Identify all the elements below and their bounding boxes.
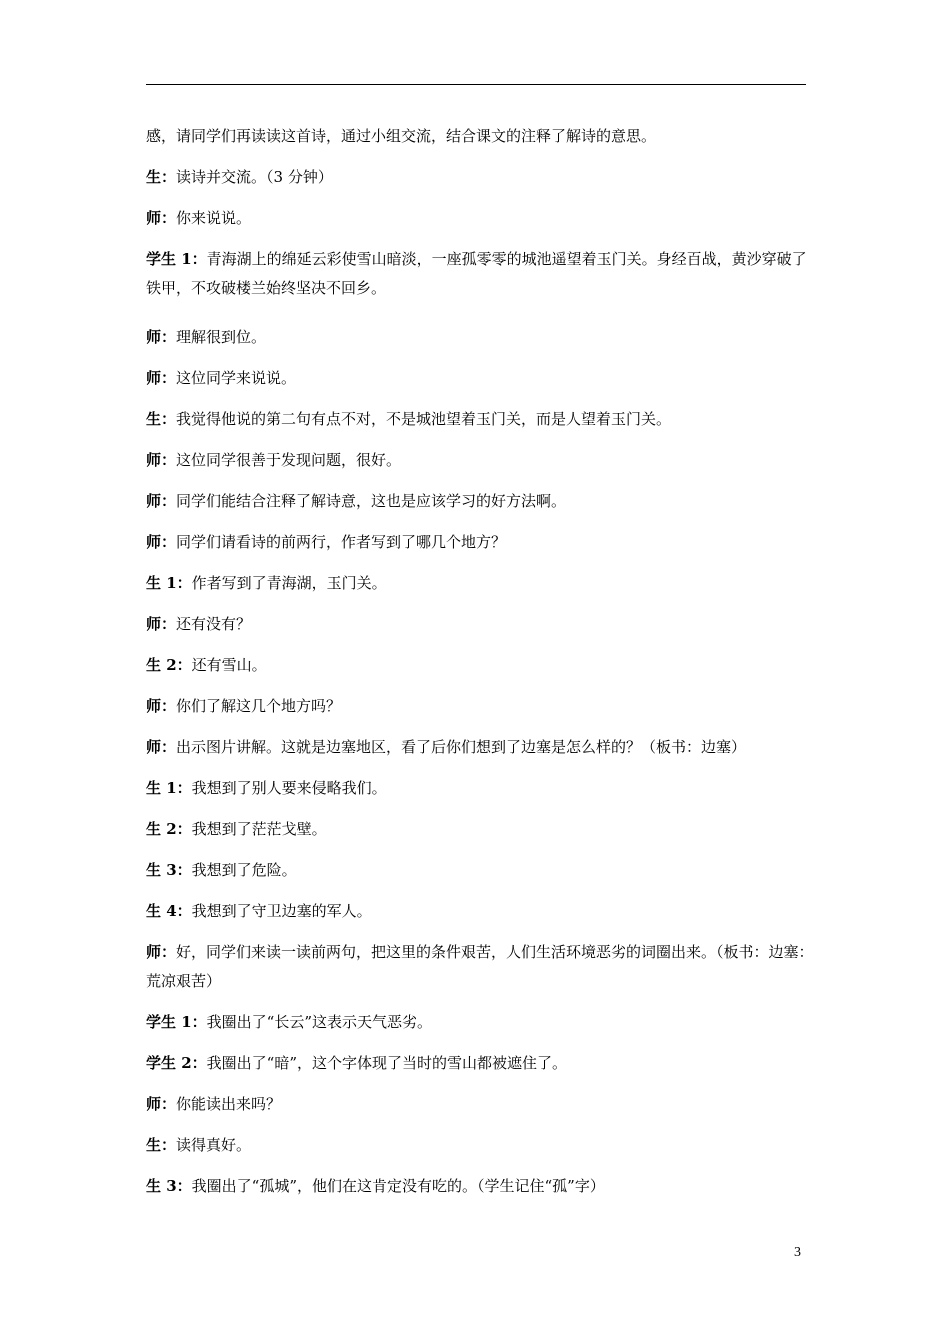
paragraph [146, 897, 814, 926]
paragraph [146, 692, 814, 721]
paragraph-text: 作者写到了青海湖，玉门关。 [191, 574, 387, 592]
speaker-label: 师： [146, 943, 177, 961]
speaker-label: 生 3： [146, 1177, 192, 1195]
paragraph [146, 405, 814, 434]
paragraph-text: 我想到了别人要来侵略我们。 [191, 779, 387, 797]
speaker-label: 生 1： [146, 779, 192, 797]
paragraph-text: 还有没有？ [176, 615, 252, 633]
paragraph [146, 1049, 814, 1078]
paragraph-text: 我觉得他说的第二句有点不对，不是城池望着玉门关，而是人望着玉门关。 [176, 410, 672, 428]
paragraph-text: 你来说说。 [176, 209, 252, 227]
speaker-label: 师： [146, 533, 177, 551]
paragraph-text: 理解很到位。 [176, 328, 267, 346]
paragraph-text: 我圈出了“长云”这表示天气恶劣。 [206, 1013, 433, 1031]
paragraph-text: 这位同学来说说。 [176, 369, 297, 387]
speaker-label: 生： [146, 410, 177, 428]
speaker-label: 师： [146, 209, 177, 227]
speaker-label: 生 2： [146, 656, 192, 674]
paragraph-text: 读诗并交流。（3 分钟） [176, 168, 333, 186]
paragraph-text: 同学们请看诗的前两行，作者写到了哪几个地方？ [176, 533, 507, 551]
paragraph [146, 163, 814, 192]
paragraph-text: 我圈出了“暗”，这个字体现了当时的雪山都被遮住了。 [206, 1054, 568, 1072]
paragraph-text: 这位同学很善于发现问题，很好。 [176, 451, 402, 469]
paragraph [146, 651, 814, 680]
paragraph-text: 你能读出来吗？ [176, 1095, 282, 1113]
paragraph [146, 569, 814, 598]
paragraph [146, 528, 814, 557]
speaker-label: 学生 1： [146, 1013, 207, 1031]
page-number: 3 [794, 1245, 801, 1260]
paragraph [146, 122, 814, 151]
paragraph-text: 你们了解这几个地方吗？ [176, 697, 342, 715]
speaker-label: 学生 2： [146, 1054, 207, 1072]
speaker-label: 师： [146, 615, 177, 633]
paragraph-text: 我想到了守卫边塞的军人。 [191, 902, 372, 920]
speaker-label: 师： [146, 492, 177, 510]
speaker-label: 生： [146, 1136, 177, 1154]
paragraph [146, 1172, 814, 1201]
paragraph-text: 我想到了茫茫戈壁。 [191, 820, 327, 838]
speaker-label: 师： [146, 738, 177, 756]
paragraph-text: 青海湖上的绵延云彩使雪山暗淡，一座孤零零的城池遥望着玉门关。身经百战，黄沙穿破了铁甲，不攻破楼兰始终坚决不回乡。 [146, 250, 807, 297]
paragraph [146, 1090, 814, 1119]
paragraph [146, 815, 814, 844]
speaker-label: 师： [146, 451, 177, 469]
paragraph-text: 出示图片讲解。这就是边塞地区，看了后你们想到了边塞是怎么样的？（板书：边塞） [176, 738, 747, 756]
speaker-label: 生： [146, 168, 177, 186]
paragraph-text: 读得真好。 [176, 1136, 252, 1154]
paragraph [146, 938, 814, 996]
document-body [146, 122, 814, 1213]
paragraph [146, 610, 814, 639]
speaker-label: 师： [146, 1095, 177, 1113]
paragraph [146, 446, 814, 475]
paragraph [146, 733, 814, 762]
paragraph [146, 245, 814, 303]
paragraph-text: 还有雪山。 [191, 656, 267, 674]
paragraph [146, 774, 814, 803]
paragraph [146, 487, 814, 516]
speaker-label: 师： [146, 697, 177, 715]
paragraph [146, 323, 814, 352]
paragraph [146, 1131, 814, 1160]
speaker-label: 师： [146, 328, 177, 346]
paragraph [146, 1008, 814, 1037]
speaker-label: 学生 1： [146, 250, 207, 268]
paragraph-text: 我圈出了“孤城”，他们在这肯定没有吃的。（学生记住“孤”字） [191, 1177, 605, 1195]
paragraph [146, 856, 814, 885]
speaker-label: 生 1： [146, 574, 192, 592]
header-rule [146, 84, 806, 85]
speaker-label: 生 3： [146, 861, 192, 879]
paragraph-text: 同学们能结合注释了解诗意，这也是应该学习的好方法啊。 [176, 492, 567, 510]
paragraph-text: 感，请同学们再读读这首诗，通过小组交流，结合课文的注释了解诗的意思。 [146, 127, 657, 145]
paragraph-text: 好，同学们来读一读前两句，把这里的条件艰苦，人们生活环境恶劣的词圈出来。（板书：边塞：荒凉艰苦） [146, 943, 814, 990]
speaker-label: 师： [146, 369, 177, 387]
paragraph [146, 364, 814, 393]
speaker-label: 生 4： [146, 902, 192, 920]
speaker-label: 生 2： [146, 820, 192, 838]
paragraph-text: 我想到了危险。 [191, 861, 297, 879]
paragraph [146, 204, 814, 233]
